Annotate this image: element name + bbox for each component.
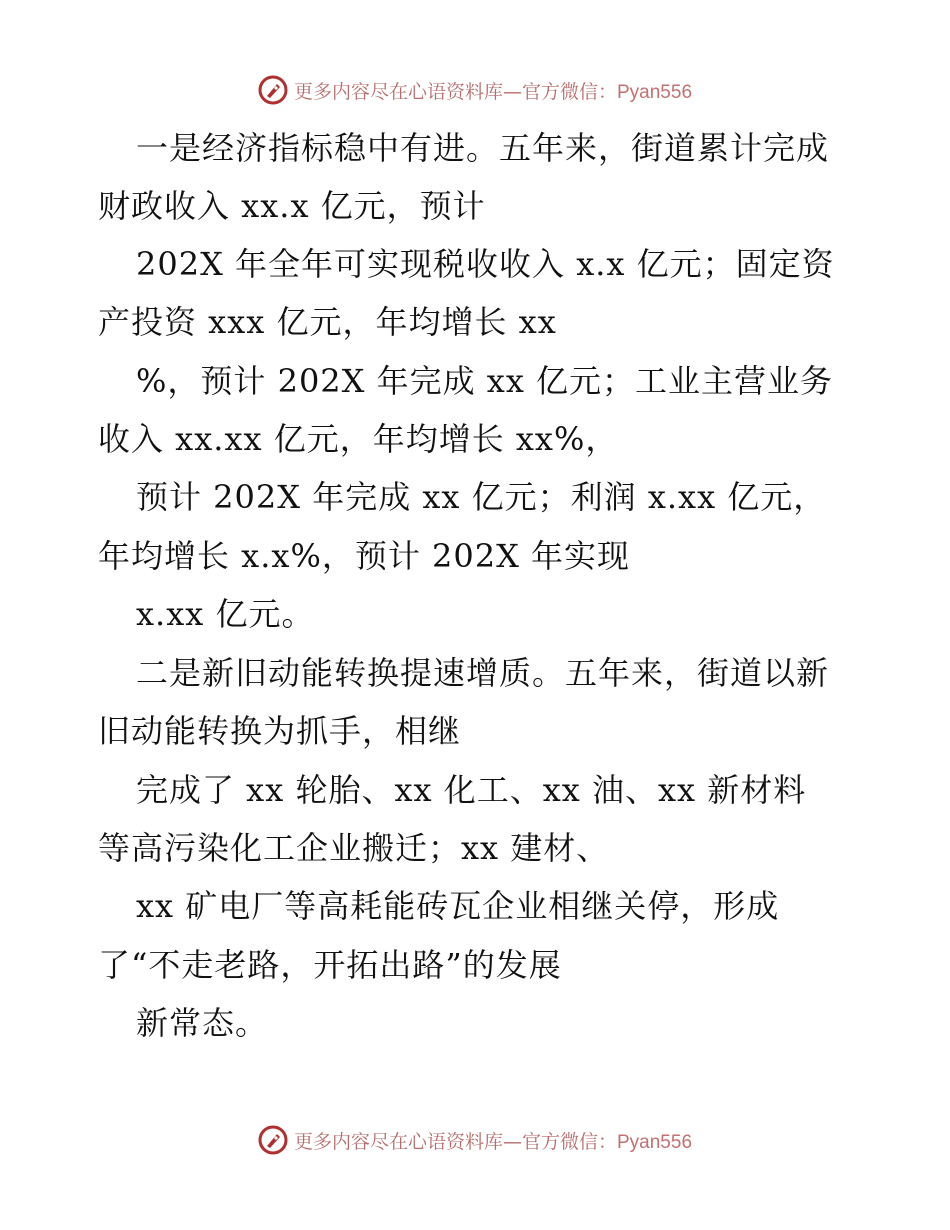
footer-watermark bbox=[0, 1120, 950, 1160]
pen-nib-logo-icon bbox=[258, 1125, 288, 1155]
paragraph-line: 收入 xx.xx 亿元，年均增长 xx%， bbox=[98, 420, 619, 458]
paragraph-line: 旧动能转换为抓手，相继 bbox=[98, 712, 462, 750]
watermark-site-name: 更多内容尽在心语资料库 bbox=[293, 1130, 503, 1153]
watermark-site-name: 更多内容尽在心语资料库 bbox=[293, 80, 503, 103]
watermark-group bbox=[258, 75, 692, 105]
paragraph-line: 二是新旧动能转换提速增质。五年来，街道以新 bbox=[136, 654, 830, 692]
paragraph-line: 财政收入 xx.x 亿元，预计 bbox=[98, 187, 486, 225]
header-watermark bbox=[0, 70, 950, 110]
paragraph-line: 一是经济指标稳中有进。五年来，街道累计完成 bbox=[136, 129, 830, 167]
watermark-wechat-label: 官方微信： bbox=[521, 80, 617, 103]
watermark-handle: Pyan556 bbox=[617, 81, 693, 103]
pen-nib-logo-icon bbox=[258, 75, 288, 105]
paragraph-line: 了“不走老路，开拓出路”的发展 bbox=[98, 946, 562, 984]
paragraph-line: 新常态。 bbox=[136, 1004, 269, 1042]
watermark-text bbox=[294, 1127, 692, 1154]
watermark-separator: — bbox=[502, 1130, 522, 1153]
paragraph-line: 完成了 xx 轮胎、xx 化工、xx 油、xx 新材料 bbox=[136, 771, 807, 809]
paragraph-line: %，预计 202X 年完成 xx 亿元；工业主营业务 bbox=[136, 362, 834, 400]
paragraph-line: x.xx 亿元。 bbox=[136, 595, 315, 633]
paragraph-line: 产投资 xxx 亿元，年均增长 xx bbox=[98, 303, 557, 341]
paragraph-line: 预计 202X 年完成 xx 亿元；利润 x.xx 亿元， bbox=[136, 478, 827, 516]
watermark-text bbox=[294, 77, 692, 104]
paragraph-line: 年均增长 x.x%，预计 202X 年实现 bbox=[98, 537, 631, 575]
watermark-wechat-label: 官方微信： bbox=[521, 1130, 617, 1153]
paragraph-line: 202X 年全年可实现税收收入 x.x 亿元；固定资 bbox=[136, 245, 835, 283]
watermark-handle: Pyan556 bbox=[617, 1131, 693, 1153]
watermark-group bbox=[258, 1125, 692, 1155]
paragraph-line: xx 矿电厂等高耗能砖瓦企业相继关停，形成 bbox=[136, 887, 780, 925]
paragraph-line: 等高污染化工企业搬迁；xx 建材、 bbox=[98, 829, 610, 867]
watermark-separator: — bbox=[502, 80, 522, 103]
